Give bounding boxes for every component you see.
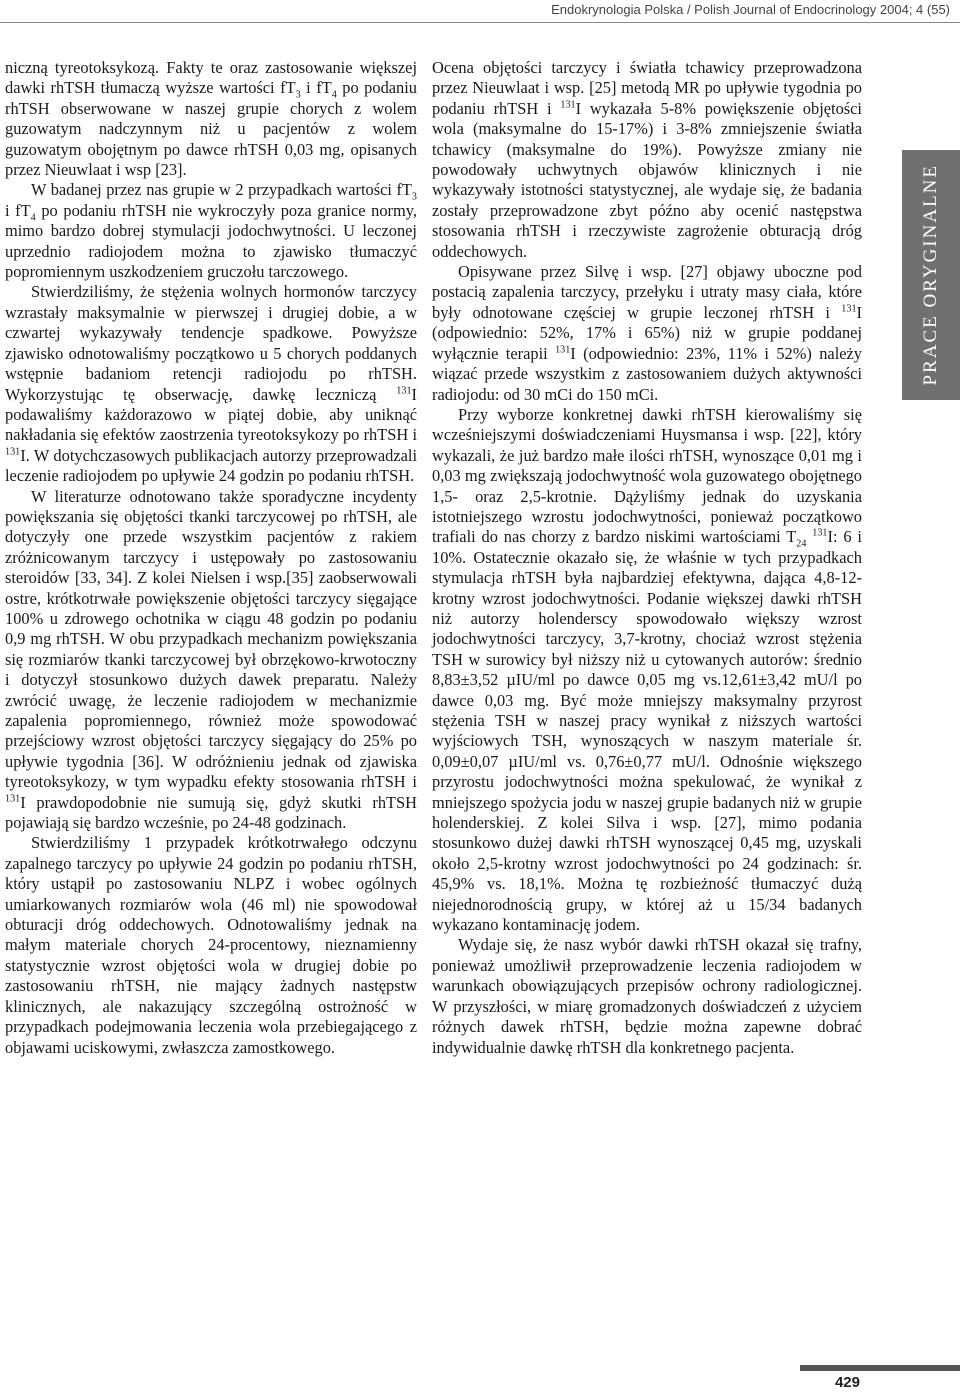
paragraph	[5, 833, 417, 1057]
index-subscript: 4	[331, 89, 337, 101]
text-run: I (odpowiednio: 23%, 11% i 52%) należy wiązać przede wszystkim z zastosowaniem dużych aktywności radiojodu: od 30 mCi do 150 mCi.	[432, 343, 863, 404]
paragraph	[432, 405, 862, 936]
text-run: po podaniu rhTSH nie wykroczyły poza granice normy, mimo bardzo dobrej stymulacji jodochwytności. U leczonej uprzednio radiojodem można to zjawisko tłumaczyć popromiennym uszkodzeniem gruczołu tarczowego.	[5, 200, 417, 282]
text-run: po podaniu rhTSH obserwowane w naszej grupie chorych z wolem guzowatym nadczynnym niż u pacjentów z wolem guzowatym obojętnym po dawce rhTSH 0,03 mg, opisanych przez Nieuwlaat i wsp [23].	[5, 78, 417, 180]
section-label-text: PRACE ORYGINALNE	[920, 164, 941, 386]
right-column	[432, 58, 862, 1058]
text-run: Stwierdziliśmy, że stężenia wolnych hormonów tarczycy wzrastały maksymalnie w pierwszej i drugiej dobie, a w czwartej wykazywały tendencje spadkowe. Powyższe zjawisko odnotowaliśmy początkowo u 5 chorych poddanych wstępnie badaniom retencji radiojodu po rhTSH. Wykorzystując tę obserwację, dawkę leczniczą	[5, 282, 417, 404]
isotope-superscript: 131	[5, 446, 21, 458]
journal-citation: Endokrynologia Polska / Polish Journal of Endocrinology 2004; 4 (55)	[551, 2, 950, 17]
text-run: I. W dotychczasowych publikacjach autorzy przeprowadzali leczenie radiojodem po upływie 24 godzin po podaniu rhTSH.	[5, 445, 417, 486]
index-subscript: 3	[295, 89, 301, 101]
left-column	[5, 58, 417, 1058]
paragraph	[5, 180, 417, 282]
text-run: nic	[5, 58, 26, 77]
text-run: i fT	[5, 200, 31, 220]
page-number: 429	[834, 1374, 860, 1391]
text-run: I podawaliśmy każdorazowo w piątej dobie, aby uniknąć nakładania się efektów zaostrzenia tyreotoksykozy po rhTSH i	[5, 384, 417, 445]
index-subscript: 4	[30, 212, 36, 224]
index-subscript: 24	[796, 538, 807, 550]
isotope-superscript: 131	[555, 344, 571, 356]
text-run: I prawdopodobnie nie sumują się, gdyż skutki rhTSH pojawiają się bardzo wcześnie, po 24-48 godzinach.	[5, 792, 417, 833]
isotope-superscript: 131	[812, 527, 828, 539]
header-rule	[0, 22, 960, 23]
isotope-superscript: 131	[5, 793, 21, 805]
paragraph	[5, 487, 417, 834]
text-run: W badanej przez nas grupie w 2 przypadkach wartości fT	[31, 180, 412, 200]
isotope-superscript: 131	[396, 385, 412, 397]
paragraph	[5, 58, 417, 180]
text-run: I: 6 i 10%. Ostatecznie okazało się, że właśnie w tych przypadkach stymulacja rhTSH była najbardziej efektywna, dająca 4,8-12-krotny wzrost jodochwytności. Podanie większej dawki rhTSH niż autorzy holenderscy spowodowało większy wzrost jodochwytności tarczycy, 3,7-krotny, chociaż wzrost stężenia TSH w surowicy był niższy niż u cytowanych autorów: średnio 8,83±3,52 µIU/ml po dawce 0,05 mg vs.12,61±3,42 mU/l po dawce 0,03 mg. Być może mniejszy maksymalny przyrost stężenia TSH w naszej pracy wynikał z niższych wartości wyjściowych TSH, wynoszących w naszym materiale śr. 0,09±0,07 µIU/ml vs. 0,76±0,77 mU/l. Odnośnie większego przyrostu jodochwytności można spekulować, że wynikał z mniejszego spożycia jodu w naszej grupie badanych niż w grupie holenderskiej. Z kolei Silva i wsp. [27], mimo podania stosunkowo dużej dawki rhTSH wynoszącej 0,45 mg, uzyskali około 2,5-krotny wzrost jodochwytności po 24 godzinach: śr. 45,9% vs. 18,1%. Można tę rozbieżność tłumaczyć dużą niejednorodnością grupy, w której aż u 15/34 badanych wykazano kontaminację jodem.	[432, 527, 862, 935]
paragraph	[432, 262, 862, 405]
isotope-superscript: 131	[841, 303, 857, 315]
text-run: W literaturze odnotowano także sporadyczne incydenty powiększania się objętości tkanki tarczycowej po rhTSH, ale dotyczyły one przede wszystkim pacjentów z rakiem zróżnicowanym tarczycy i ustępowały po zastosowaniu steroidów [33, 34]. Z kolei Nielsen i wsp.[35] zaobserwowali ostre, krótkotrwałe powiększenie objętości tarczycy sięgające 100% u zdrowego ochotnika w ciągu 48 godzin po podaniu 0,9 mg rhTSH. W obu przypadkach mechanizm powiększania się rozmiarów tkanki tarczycowej był obrzękowo-krwotoczny i dotyczył stosunkowo dużych dawek preparatu. Należy zwrócić uwagę, że leczenie radiojodem w mechanizmie zapalenia popromiennego, również może spowodować przejściowy wzrost objętości tarczycy sięgający do 25% po upływie tygodnia [36]. W odróżnieniu jednak od zjawiska tyreotoksykozy, w tym wypadku efekty stosowania rhTSH i	[5, 486, 417, 792]
text-run: Ocena objętości tarczycy i światła tchawicy przeprowadzona przez Nieuwlaat i wsp. [25] metodą MR po upływie tygodnia po podaniu rhTSH i	[432, 58, 862, 118]
footer-bar	[800, 1365, 960, 1371]
text-run: Przy wyborze konkretnej dawki rhTSH kierowaliśmy się wcześniejszymi doświadczeniami Huysmansa i wsp. [22], który wykazali, że już bardzo małe ilości rhTSH, wynoszące 0,01 mg i 0,03 mg zwiększają jodochwytność wola guzowatego obojętnego 1,5- oraz 2,5-krotnie. Dążyliśmy jednak do uzyskania istotniejszego wzrostu jodochwytności, ponieważ początkowo trafiali do nas chorzy z bardzo niskimi wartościami T	[432, 404, 862, 547]
text-run: Wydaje się, że nasz wybór dawki rhTSH okazał się trafny, ponieważ umożliwił przeprowadzenie leczenia radiojodem w warunkach obowiązujących przepisów ochrony radiologicznej. W przyszłości, w miarę gromadzonych doświadczeń z użyciem różnych dawek rhTSH, będzie można zapewne dobrać indywidualnie dawkę rhTSH dla konkretnego pacjenta.	[432, 935, 862, 1057]
text-run: I wykazała 5-8% powiększenie objętości wola (maksymalne do 15-17%) i 3-8% zmniejszenie światła tchawicy (maksymalne do 19%). Powyższe zmiany nie powodowały uchwytnych objawów klinicznych i nie wykazywały istotności statystycznej, ale wydaje się, że badania zostały przeprowadzone zbyt późno aby ocenić następstwa stosowania rhTSH i rzeczywiste zagrożenie obturacją dróg oddechowych.	[432, 98, 862, 261]
isotope-superscript: 131	[560, 99, 576, 111]
paragraph	[432, 935, 862, 1057]
text-run: Stwierdziliśmy 1 przypadek krótkotrwałego odczynu zapalnego tarczycy po upływie 24 godzin po podaniu rhTSH, który ustąpił po zastosowaniu NLPZ i wobec ogólnych umiarkowanych rozmiarów wola (46 ml) nie spowodował obturacji dróg oddechowych. Odnotowaliśmy jednak na małym materiale chorych 24-procentowy, nieznamienny statystycznie wzrost objętości wola w drugiej dobie po zastosowaniu rhTSH, nie mający żadnych następstw klinicznych, ale nakazujący szczególną ostrożność w przypadkach podejmowania leczenia wola przebiegającego z objawami uciskowymi, zwłaszcza zamostkowego.	[5, 833, 417, 1057]
journal-header	[480, 0, 960, 17]
index-subscript: 3	[411, 191, 417, 203]
text-run: Opisywane przez Silvę i wsp. [27] objawy uboczne pod postacią zapalenia tarczycy, przełyku i utraty masy ciała, które były odnotowane częściej w grupie leczonej rhTSH i	[432, 262, 862, 322]
paragraph	[5, 282, 417, 486]
text-run: I (odpowiednio: 52%, 17% i 65%) niż w grupie poddanej wyłącznie terapii	[432, 302, 862, 363]
text-run: zną tyreotoksykozą. Fakty te oraz zastosowanie większej dawki rhTSH tłumaczą wyższe wartości fT	[5, 58, 417, 98]
section-side-label	[902, 150, 960, 400]
paragraph	[432, 58, 862, 262]
text-run: i fT	[300, 78, 332, 98]
